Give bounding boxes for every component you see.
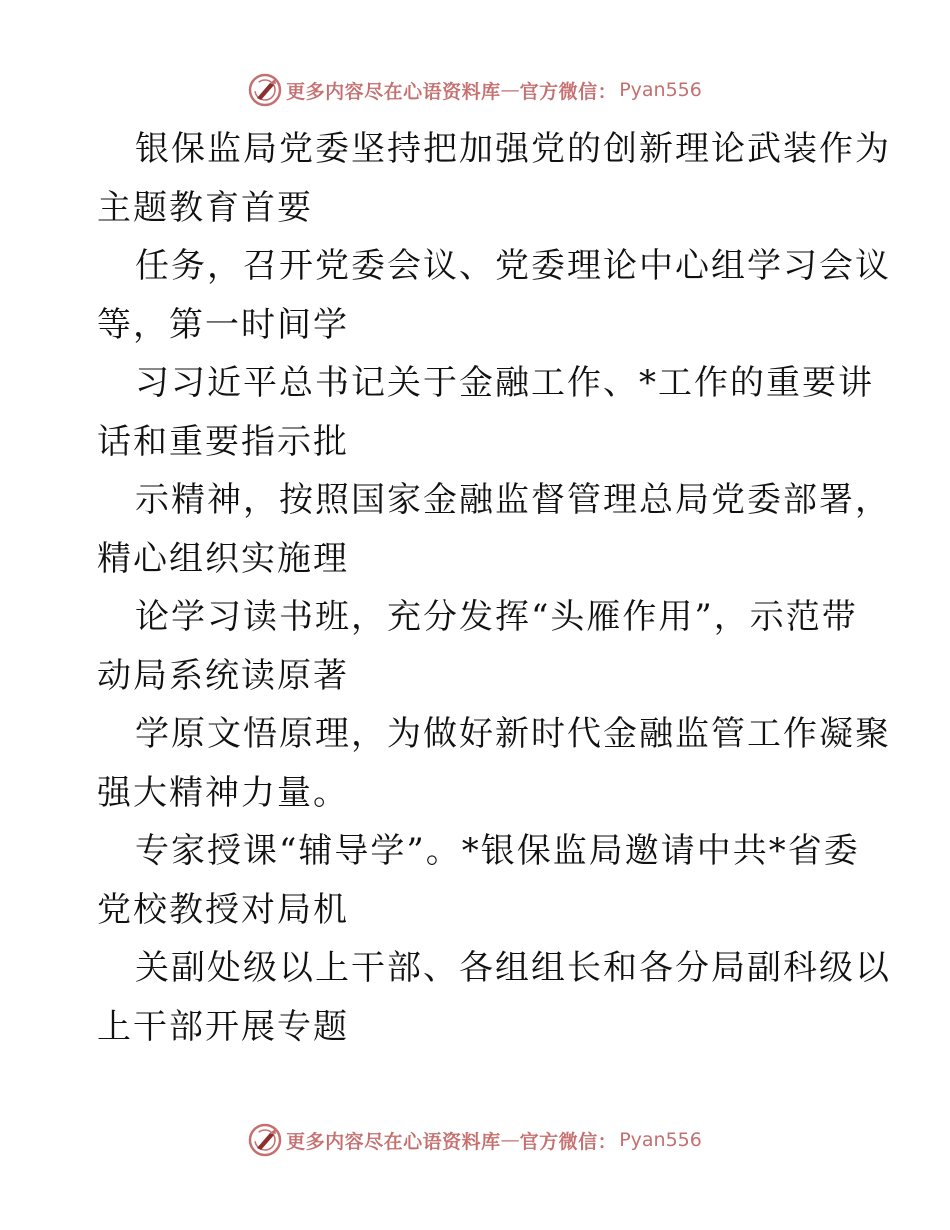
watermark-wechat-id: Pyan556 xyxy=(619,1129,702,1151)
text-line: 示精神，按照国家金融监督管理总局党委部署， xyxy=(135,480,891,520)
watermark-main-text: 更多内容尽在心语资料库 xyxy=(286,80,501,103)
text-line: 强大精神力量。 xyxy=(97,772,349,813)
watermark-wechat-label: 官方微信： xyxy=(519,1130,618,1153)
text-line: 上干部开展专题 xyxy=(97,1006,349,1047)
text-line: 话和重要指示批 xyxy=(97,421,349,462)
text-line: 学原文悟原理，为做好新时代金融监管工作凝聚 xyxy=(135,714,891,754)
text-line: 专家授课“辅导学”。*银保监局邀请中共*省委 xyxy=(135,831,860,871)
text-line: 动局系统读原著 xyxy=(97,655,349,696)
text-line: 精心组织实施理 xyxy=(97,538,349,579)
footer-watermark xyxy=(0,1120,950,1160)
text-line: 习习近平总书记关于金融工作、*工作的重要讲 xyxy=(135,363,874,403)
watermark-main-text: 更多内容尽在心语资料库 xyxy=(286,1130,501,1153)
document-body xyxy=(97,120,891,1056)
quill-pen-icon xyxy=(248,1123,282,1157)
text-line: 党校教授对局机 xyxy=(97,889,349,930)
text-line: 论学习读书班，充分发挥“头雁作用”，示范带 xyxy=(135,597,858,637)
watermark-separator: — xyxy=(500,1129,520,1151)
watermark-wechat-id: Pyan556 xyxy=(619,79,702,101)
text-line: 任务，召开党委会议、党委理论中心组学习会议 xyxy=(135,246,891,286)
quill-pen-icon xyxy=(248,73,282,107)
text-line: 关副处级以上干部、各组组长和各分局副科级以 xyxy=(135,948,891,988)
watermark-separator: — xyxy=(500,79,520,101)
header-watermark xyxy=(0,70,950,110)
watermark-wechat-label: 官方微信： xyxy=(519,80,618,103)
text-line: 银保监局党委坚持把加强党的创新理论武装作为 xyxy=(135,129,891,169)
text-line: 等，第一时间学 xyxy=(97,304,349,345)
text-line: 主题教育首要 xyxy=(97,187,313,228)
